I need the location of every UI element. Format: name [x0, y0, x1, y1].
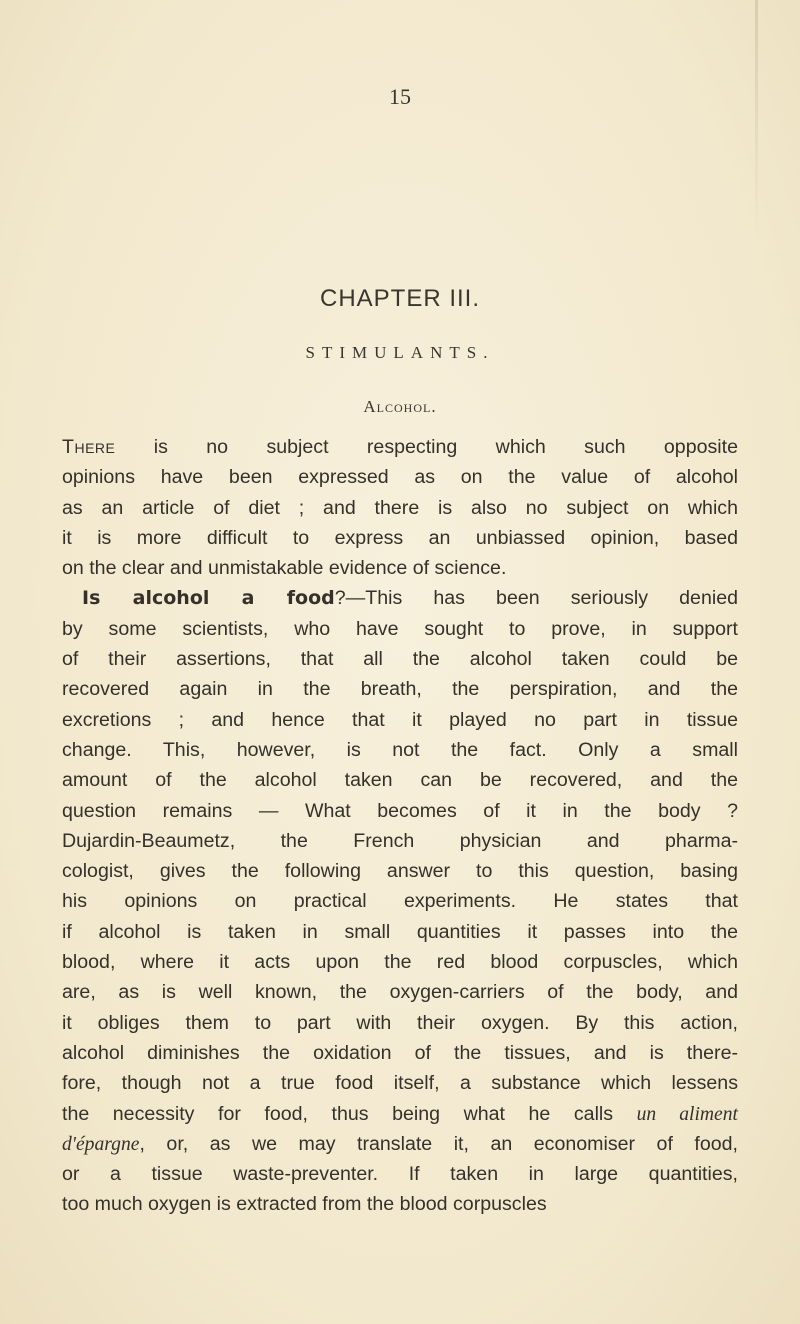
paragraph-2-line: blood, where it acts upon the red blood corpuscles, which [62, 951, 738, 974]
paragraph-2-line: of their assertions, that all the alcohol taken could be [62, 648, 738, 671]
body-text [62, 432, 738, 1220]
paragraph-2-line: change. This, however, is not the fact. Only a small [62, 738, 738, 761]
paragraph-2-line: alcohol diminishes the oxidation of the tissues, and is there- [62, 1041, 738, 1064]
paragraph-2-line: amount of the alcohol taken can be recovered, and the [62, 769, 738, 792]
paragraph-1-line: opinions have been expressed as on the value of alcohol [62, 466, 738, 489]
italic-phrase: un aliment [636, 1103, 738, 1125]
chapter-title: CHAPTER III. [319, 285, 481, 312]
paragraph-2-line: too much oxygen is extracted from the blood corpuscles [62, 1193, 547, 1216]
paragraph-2-line-italic-cont: d'épargne, or, as we may translate it, an economiser of food, [62, 1132, 738, 1155]
paragraph-2-line-italic: the necessity for food, thus being what he calls un aliment [62, 1102, 738, 1125]
page-number: 15 [389, 84, 411, 109]
paragraph-2-lead: Is alcohol a food [82, 587, 335, 610]
paragraph-2-line: it obliges them to part with their oxygen. By this action, [62, 1011, 738, 1034]
section-title: STIMULANTS. [305, 343, 495, 362]
paragraph-2-line: are, as is well known, the oxygen-carriers of the body, and [62, 981, 738, 1004]
paragraph-2-line: fore, though not a true food itself, a substance which lessens [62, 1072, 738, 1095]
paragraph-2-line: if alcohol is taken in small quantities it passes into the [62, 920, 738, 943]
paragraph-1-line: on the clear and unmistakable evidence of science. [62, 557, 507, 580]
paragraph-1-line: as an article of diet ; and there is also no subject on which [62, 496, 738, 519]
paragraph-2-line: his opinions on practical experiments. He states that [62, 890, 738, 913]
paragraph-2-line: by some scientists, who have sought to prove, in support [62, 617, 738, 640]
italic-phrase: d'épargne [62, 1133, 140, 1155]
paragraph-2-line: excretions ; and hence that it played no part in tissue [62, 708, 738, 731]
page-fold-shadow [755, 0, 758, 240]
opening-word: There [62, 436, 116, 458]
paragraph-2-line: question remains — What becomes of it in the body ? [62, 799, 738, 822]
paragraph-2-line: cologist, gives the following answer to this question, basing [62, 860, 738, 883]
paragraph-2-line: Dujardin-Beaumetz, the French physician and pharma- [62, 829, 738, 852]
paragraph-2-line-1: Is alcohol a food?—This has been seriously denied [82, 587, 738, 610]
subsection-title: Alcohol. [363, 397, 437, 416]
paragraph-2-line: or a tissue waste-preventer. If taken in large quantities, [62, 1163, 738, 1186]
paragraph-1-line-1: There is no subject respecting which such opposite [62, 436, 738, 458]
paragraph-1-line: it is more difficult to express an unbiassed opinion, based [62, 526, 738, 549]
paragraph-2-line: recovered again in the breath, the perspiration, and the [62, 678, 738, 701]
